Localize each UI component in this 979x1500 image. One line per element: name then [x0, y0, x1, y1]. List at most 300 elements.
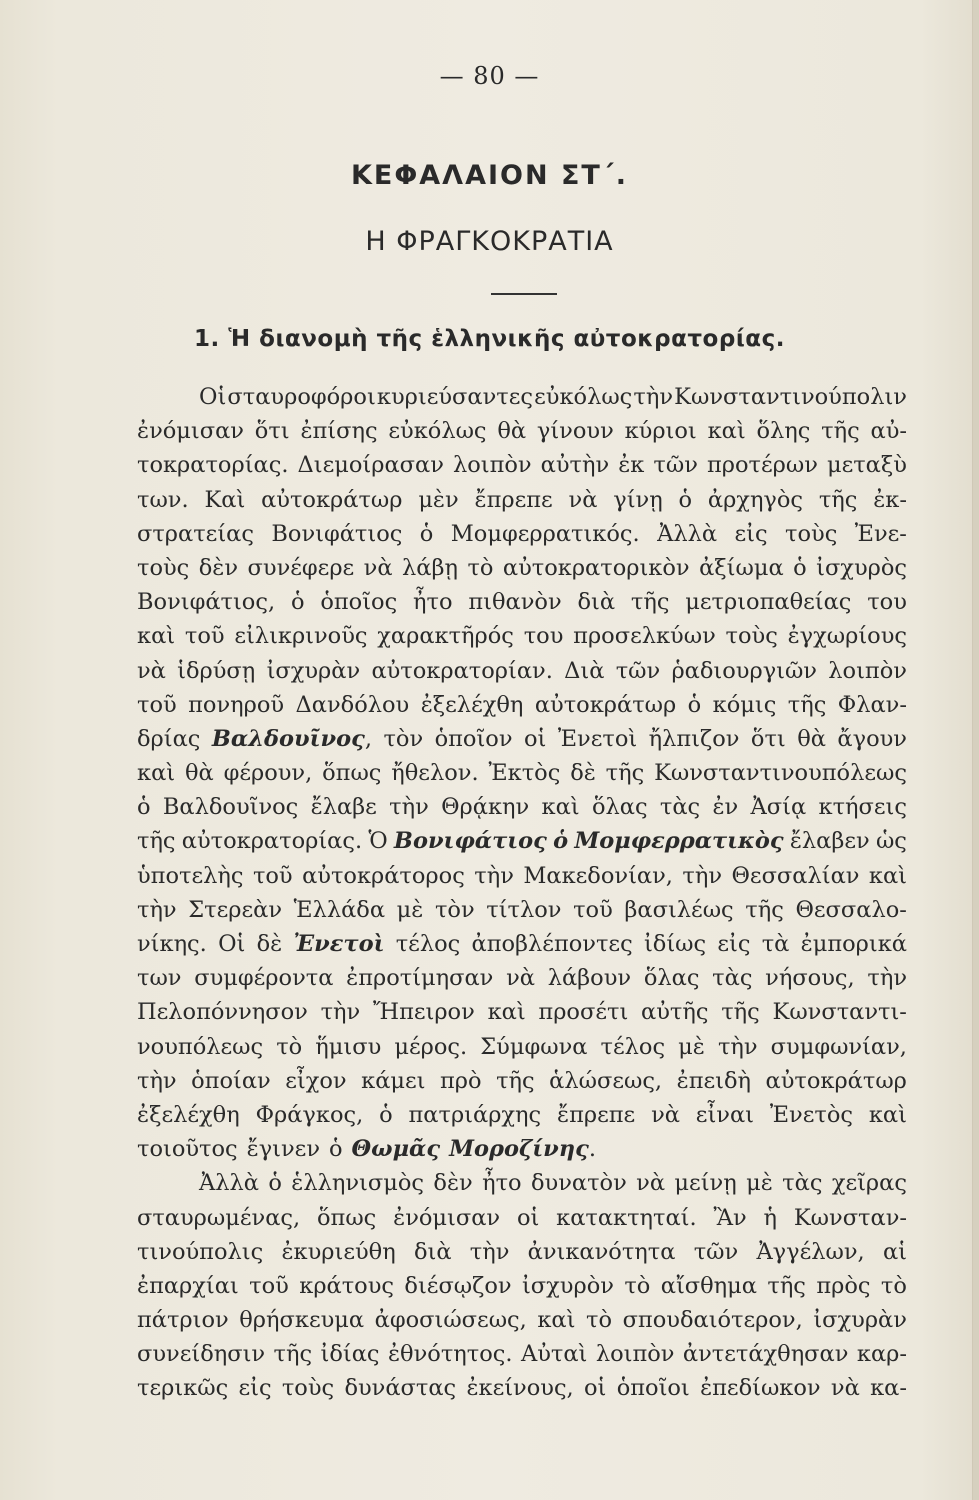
- word: ἐθνότητος.: [387, 1341, 513, 1368]
- word: ὅλης: [756, 418, 811, 445]
- word: καὶ: [487, 999, 526, 1026]
- word: δὲ: [570, 760, 596, 787]
- word: ὅπως: [322, 760, 382, 787]
- word: ἔλαβε: [310, 794, 377, 821]
- word: ἐξελέχθη: [420, 691, 524, 718]
- word: αὐτοκρατορίας.: [181, 828, 363, 855]
- word: Κωνσταν-: [793, 1204, 907, 1231]
- word: νίκης.: [137, 931, 207, 957]
- word: εἰς: [717, 931, 751, 957]
- word: ἤλπιζον: [648, 725, 740, 752]
- word: προτέρων: [706, 452, 818, 479]
- word: Κωνσταντινούπολιν: [674, 384, 907, 410]
- word: αὐτῆς: [641, 999, 709, 1026]
- word: του: [867, 589, 907, 616]
- word: δὲ: [256, 931, 283, 957]
- word: Ὁ: [368, 828, 388, 855]
- word: τῆς: [745, 896, 784, 923]
- word: Ἂν: [713, 1204, 747, 1231]
- word: εἶχον: [285, 1067, 347, 1094]
- word: πρὸ: [440, 1067, 482, 1094]
- word: ἀφοσιώσεως,: [374, 1307, 527, 1334]
- word: αὐτὴν: [540, 452, 610, 479]
- word: συμφωνίαν,: [770, 1033, 907, 1060]
- word: λάβουν: [547, 965, 632, 992]
- word: τὴν: [137, 896, 177, 923]
- word: τῆς: [630, 589, 670, 616]
- word: αἱ: [882, 1238, 907, 1265]
- text-line: [137, 1098, 907, 1132]
- word: ἥμισυ: [315, 1033, 382, 1060]
- word: καὶ: [868, 1101, 907, 1128]
- word: ὁ: [793, 554, 807, 581]
- text-line: [137, 824, 907, 858]
- paragraph: [137, 380, 907, 1166]
- word: Φλαν-: [837, 691, 907, 718]
- word: ἰδίας: [320, 1341, 380, 1368]
- word: τοὺς: [137, 554, 190, 581]
- word: Βαλδουῖνος,: [211, 725, 372, 752]
- word: εἰς: [238, 1375, 272, 1402]
- word: θὰ: [184, 760, 214, 787]
- page-number: — 80 —: [439, 62, 540, 90]
- word: κύριοι: [624, 418, 697, 445]
- text-line: [137, 1371, 907, 1405]
- word: καὶ: [868, 862, 907, 889]
- word: ἦτο: [413, 589, 453, 616]
- word: τοὺς: [725, 623, 778, 650]
- word: κτήσεις: [818, 794, 907, 821]
- word: ἰσχυρὸς: [816, 554, 907, 581]
- word: τὴν: [867, 965, 907, 992]
- text-line: [137, 380, 907, 414]
- word: σπουδαιότερον,: [622, 1307, 803, 1334]
- word: τέλος: [395, 931, 461, 957]
- word: τὴν: [137, 1067, 177, 1094]
- word: ὁ: [290, 589, 305, 616]
- word: ἔπρεπε: [557, 1101, 636, 1128]
- word: τοῦ: [137, 691, 177, 718]
- word: Θεσσαλίαν: [731, 862, 860, 889]
- word: πατριάρχης: [408, 1101, 542, 1128]
- word: ἐπροτίμησαν: [346, 965, 494, 992]
- word: δὲν: [433, 1170, 473, 1197]
- word: κατακτηταί.: [556, 1204, 697, 1231]
- word: τῆς: [605, 760, 645, 787]
- emphasized-word: Θωμᾶς: [351, 1136, 441, 1163]
- word: καὶ: [137, 760, 176, 787]
- word: νὰ: [506, 965, 535, 992]
- word: Ἤπειρον: [372, 999, 475, 1026]
- word: θρήσκευμα: [239, 1307, 365, 1334]
- word: ἐπαρχίαι: [137, 1272, 239, 1299]
- word: τὸν: [434, 896, 475, 923]
- word: δὲν: [198, 554, 239, 581]
- text-line: [137, 1132, 907, 1166]
- text-line: [137, 1166, 907, 1200]
- word: τῶν: [693, 1238, 739, 1265]
- word: ἰσχυρὸν: [521, 1272, 614, 1299]
- word: τοῦ: [573, 896, 613, 923]
- word: ὁ: [419, 520, 434, 547]
- word: αὐ-: [870, 418, 907, 445]
- title-divider: [491, 293, 557, 295]
- word: τὸ: [586, 1307, 613, 1334]
- word: Βονιφάτιος,: [137, 589, 276, 616]
- word: Ἐνετοὶ: [557, 725, 638, 752]
- word: δυνάστας: [344, 1375, 457, 1402]
- text-line: [137, 1337, 907, 1371]
- word: Κωνσταντι-: [772, 999, 907, 1026]
- word: εἰλικρινοῦς: [234, 623, 368, 650]
- word: ἐκ: [618, 452, 645, 479]
- word: καὶ: [707, 418, 746, 445]
- emphasized-word: Βαλδουῖνος: [211, 725, 365, 752]
- word: προσέτι: [538, 999, 629, 1026]
- word: ἡ: [763, 1204, 778, 1231]
- word: τὴν: [682, 862, 722, 889]
- word: τὴν: [717, 1033, 758, 1060]
- text-line: [137, 1303, 907, 1337]
- word: σταυρωμένας,: [137, 1204, 301, 1231]
- text-line: [137, 654, 907, 688]
- word: νὰ: [651, 1101, 680, 1128]
- page-edge: [972, 0, 979, 1500]
- word: Ἐνετὸς: [769, 1101, 853, 1128]
- word: τὴν: [320, 999, 361, 1026]
- word: αὐτοκράτορος: [302, 862, 465, 889]
- text-line: [137, 619, 907, 653]
- word: αὐτοκράτωρ: [534, 691, 677, 718]
- word: πιθανὸν: [468, 589, 562, 616]
- word: ἐνόμισαν: [137, 418, 244, 445]
- word: τέλος: [600, 1033, 666, 1060]
- word: κόμις: [712, 691, 777, 718]
- word: Πελοπόννησον: [137, 999, 308, 1026]
- word: ὁποῖον: [434, 725, 513, 752]
- word: τῆς: [137, 828, 176, 855]
- word: νὰ: [137, 657, 166, 684]
- word: οἱ: [524, 725, 547, 752]
- word: Οἱ: [218, 931, 246, 957]
- word: κυριεύσαντες: [376, 384, 533, 410]
- word: Ἀλλὰ: [199, 1170, 259, 1197]
- word: τοῦ: [252, 862, 293, 889]
- word: Μοροζίνης.: [449, 1136, 596, 1163]
- word: ἐμπορικά: [800, 931, 907, 957]
- word: ἐπίσης: [300, 418, 378, 445]
- text-line: [137, 585, 907, 619]
- word: ἀξίωμα: [699, 554, 784, 581]
- text-line: [137, 551, 907, 585]
- word: μὲ: [396, 896, 424, 923]
- word: μὲ: [678, 1033, 705, 1060]
- word: τίτλον: [486, 896, 562, 923]
- word: τὸν: [383, 725, 424, 752]
- word: Ἀσίᾳ: [750, 794, 807, 821]
- word: τῆς: [787, 691, 827, 718]
- text-line: [137, 517, 907, 551]
- word: ὁ: [268, 1170, 282, 1197]
- word: καὶ: [541, 794, 580, 821]
- text-line: [137, 688, 907, 722]
- word: τῶν: [615, 657, 661, 684]
- word: ἐπειδὴ: [676, 1067, 751, 1094]
- word: προσελκύων: [573, 623, 716, 650]
- word: Καὶ: [204, 486, 246, 513]
- word: τοιοῦτος: [137, 1136, 238, 1163]
- word: ἑλληνισμὸς: [291, 1170, 425, 1197]
- word: Ἐνε-: [854, 520, 907, 547]
- word: Ἀγγέλων,: [756, 1238, 865, 1265]
- word: των: [137, 965, 182, 992]
- word: ὅλας: [591, 794, 648, 821]
- text-line: [137, 483, 907, 517]
- text-line: [137, 1269, 907, 1303]
- word: ὁ: [329, 1136, 343, 1163]
- word: ἐγχωρίους: [787, 623, 907, 650]
- word: ὅτι: [254, 418, 290, 445]
- word: τοῦ: [184, 623, 225, 650]
- text-line: [137, 1235, 907, 1269]
- word: τῆς: [721, 999, 760, 1026]
- word: τῶν: [653, 452, 698, 479]
- word: ἐκυριεύθη: [281, 1238, 396, 1265]
- word: θὰ: [797, 725, 826, 752]
- word: ὁ: [678, 486, 693, 513]
- word: ὅτι: [750, 725, 786, 752]
- word: αὐτοκράτωρ: [261, 486, 403, 513]
- word: ἱδρύσῃ: [177, 657, 256, 684]
- word: νὰ: [363, 554, 393, 581]
- word: τῆς: [821, 418, 860, 445]
- word: μὲν: [418, 486, 459, 513]
- word: μείνῃ: [674, 1170, 737, 1197]
- word: Βαλδουῖνος: [162, 794, 299, 821]
- word: μεταξὺ: [826, 452, 907, 479]
- word: τῆς: [496, 1067, 535, 1094]
- word: Θεσσαλο-: [795, 896, 907, 923]
- word: Μακεδονίαν,: [523, 862, 673, 889]
- word: εἰς: [734, 520, 768, 547]
- emphasized-word: Ἐνετοὶ: [293, 931, 385, 957]
- word: νουπόλεως: [137, 1033, 264, 1060]
- word: αὐτοκράτωρ: [765, 1067, 907, 1094]
- word: οἱ: [516, 1204, 540, 1231]
- word: τὴν: [633, 384, 674, 410]
- word: ἤθελον.: [391, 760, 479, 787]
- word: ἰσχυρὰν: [813, 1307, 907, 1334]
- word: εὐκόλως: [388, 418, 487, 445]
- text-line: [137, 859, 907, 893]
- word: ἄγουν: [837, 725, 907, 752]
- word: Οἱ: [199, 384, 227, 410]
- word: πονηροῦ: [188, 691, 285, 718]
- word: ὡς: [875, 828, 907, 855]
- word: λοιπὸν: [452, 452, 532, 479]
- word: αἴσθημα: [660, 1272, 757, 1299]
- word: συνείδησιν: [137, 1341, 266, 1368]
- word: ὅπως: [317, 1204, 377, 1231]
- word: Μομφερρατικός.: [450, 520, 640, 547]
- emphasized-word: ὁ: [553, 828, 569, 855]
- word: ἀνικανότητα: [527, 1238, 676, 1265]
- word: ἦτο: [482, 1170, 522, 1197]
- word: Φράγκος,: [255, 1101, 364, 1128]
- word: ὅλας: [643, 965, 700, 992]
- word: κράτους: [299, 1272, 395, 1299]
- emphasized-word: Βονιφάτιος: [393, 828, 547, 855]
- word: πάτριον: [137, 1307, 229, 1334]
- word: νὰ: [830, 1375, 860, 1402]
- word: ὁ: [379, 1101, 393, 1128]
- word: νὰ: [636, 1170, 666, 1197]
- word: τοὺς: [281, 1375, 335, 1402]
- word: Ἀλλὰ: [657, 520, 718, 547]
- word: τὴν: [389, 794, 429, 821]
- word: ἔπρεπε: [474, 486, 553, 513]
- word: διὰ: [413, 1238, 452, 1265]
- word: διὰ: [577, 589, 616, 616]
- word: τινούπολις: [137, 1238, 264, 1265]
- word: ἰδίως: [643, 931, 707, 957]
- word: ὁποῖος: [320, 589, 398, 616]
- word: ἔλαβεν: [789, 828, 870, 855]
- word: σταυροφόροι: [227, 384, 376, 410]
- word: ἐπεδίωκον: [700, 1375, 821, 1402]
- word: τοκρατορίας.: [137, 452, 289, 479]
- word: τὰς: [712, 965, 753, 992]
- word: τὸ: [276, 1033, 303, 1060]
- chapter-title: ΚΕΦΑΛΑΙΟΝ ΣΤ΄.: [350, 160, 629, 191]
- word: τῆς: [767, 1272, 806, 1299]
- word: βασιλέως: [624, 896, 734, 923]
- word: τὴν: [469, 1238, 510, 1265]
- word: καὶ: [137, 623, 176, 650]
- word: ἀρχηγὸς: [707, 486, 804, 513]
- word: Κωνσταντινουπόλεως: [654, 760, 907, 787]
- text-line: [137, 1064, 907, 1098]
- text-line: [137, 414, 907, 448]
- word: πρὸς: [816, 1272, 871, 1299]
- word: κα-: [870, 1375, 907, 1402]
- word: Διὰ: [564, 657, 605, 684]
- word: καρ-: [856, 1341, 907, 1368]
- word: φέρουν,: [223, 760, 313, 787]
- word: γίνουν: [536, 418, 614, 445]
- word: ἀντετάχθησαν: [682, 1341, 849, 1368]
- word: γίνῃ: [613, 486, 663, 513]
- word: δυνατὸν: [530, 1170, 627, 1197]
- word: τῆς: [818, 486, 858, 513]
- word: τοὺς: [785, 520, 838, 547]
- word: ἁλώσεως,: [549, 1067, 663, 1094]
- word: διέσῳζον: [404, 1272, 512, 1299]
- word: Σύμφωνα: [480, 1033, 588, 1060]
- word: χεῖρας: [831, 1170, 907, 1197]
- word: δρίας: [137, 725, 201, 752]
- word: ὁ: [137, 794, 151, 821]
- text-line: [137, 722, 907, 756]
- word: ἐκείνους,: [466, 1375, 574, 1402]
- body-text: [137, 380, 907, 1406]
- word: αὐτοκρατορικὸν: [502, 554, 690, 581]
- emphasized-word: Μομφερρατικὸς: [574, 828, 784, 855]
- word: ὁποίαν: [191, 1067, 271, 1094]
- word: χαρακτῆρός: [377, 623, 514, 650]
- word: ῥαδιουργιῶν: [671, 657, 817, 684]
- word: συνέφερε: [247, 554, 355, 581]
- word: νήσους,: [765, 965, 855, 992]
- section-heading: 1. Ἡ διανομὴ τῆς ἑλληνικῆς αὐτοκρατορίας.: [194, 326, 785, 352]
- word: ἰσχυρὰν: [266, 657, 361, 684]
- text-line: [137, 756, 907, 790]
- word: Διεμοίρασαν: [297, 452, 444, 479]
- word: τερικῶς: [137, 1375, 229, 1402]
- word: ἐκ-: [873, 486, 907, 513]
- word: των.: [137, 486, 189, 513]
- text-line: [137, 448, 907, 482]
- word: λοιπὸν: [828, 657, 907, 684]
- word: νὰ: [568, 486, 598, 513]
- word: τὰς: [782, 1170, 823, 1197]
- text-line: [137, 1201, 907, 1235]
- word: οἱ: [584, 1375, 607, 1402]
- word: θὰ: [497, 418, 527, 445]
- paragraph: [137, 1166, 907, 1405]
- word: ὁ: [687, 691, 702, 718]
- word: ἐνόμισαν: [393, 1204, 501, 1231]
- word: τὰς: [659, 794, 701, 821]
- word: Στερεὰν: [188, 896, 283, 923]
- word: Βονιφάτιος: [271, 520, 403, 547]
- word: μὲ: [746, 1170, 773, 1197]
- word: ἀποβλέποντες: [471, 931, 633, 957]
- word: Αὐταὶ: [520, 1341, 588, 1368]
- word: μέρος.: [394, 1033, 468, 1060]
- word: τὰ: [761, 931, 790, 957]
- text-line: [137, 790, 907, 824]
- word: λάβῃ: [402, 554, 458, 581]
- word: Ἑλλάδα: [293, 896, 386, 923]
- word: τὴν: [474, 862, 514, 889]
- word: τῆς: [273, 1341, 313, 1368]
- word: Θρᾴκην: [441, 794, 530, 821]
- word: τὸ: [880, 1272, 907, 1299]
- word: ὑποτελὴς: [137, 862, 244, 889]
- text-line: [137, 927, 907, 961]
- word: μετριοπαθείας: [685, 589, 852, 616]
- word: καὶ: [537, 1307, 576, 1334]
- word: εἶναι: [695, 1101, 754, 1128]
- word: Ἐκτὸς: [488, 760, 561, 787]
- word: αὐτοκρατορίαν.: [371, 657, 553, 684]
- emphasized-word: Μοροζίνης: [449, 1136, 589, 1163]
- word: στρατείας: [137, 520, 254, 547]
- text-line: [137, 995, 907, 1029]
- word: ἐν: [712, 794, 739, 821]
- word: τὸ: [467, 554, 494, 581]
- word: κάμει: [361, 1067, 426, 1094]
- word: του: [523, 623, 564, 650]
- text-line: [137, 893, 907, 927]
- word: εὐκόλως: [534, 384, 633, 410]
- word: ἐξελέχθη: [137, 1101, 240, 1128]
- text-line: [137, 1030, 907, 1064]
- word: ἔγινεν: [246, 1136, 320, 1163]
- text-line: [137, 961, 907, 995]
- word: ὁποῖοι: [616, 1375, 690, 1402]
